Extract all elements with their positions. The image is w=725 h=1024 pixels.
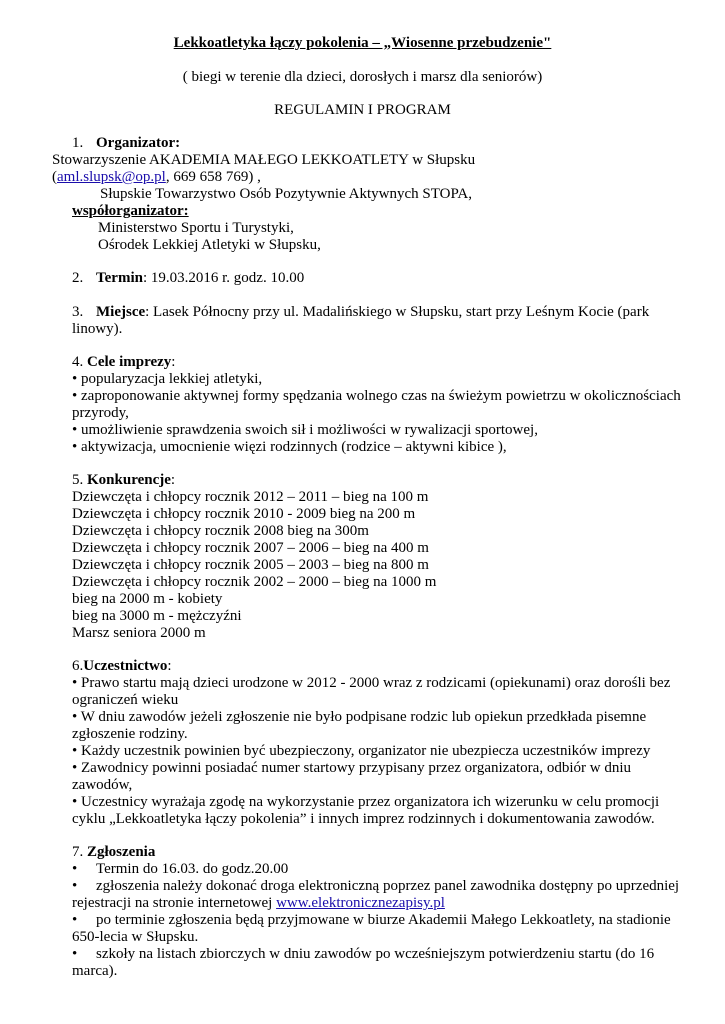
section-1-number: 1. — [72, 135, 84, 151]
bullet-icon: • — [72, 912, 78, 928]
bullet-icon: • — [72, 946, 78, 962]
document-title: Lekkoatletyka łączy pokolenia – „Wiosenne przebudzenie" — [173, 35, 552, 51]
bullet-icon: • — [72, 861, 78, 877]
section-1-label: Organizator: — [96, 135, 181, 151]
registration-website-link[interactable]: www.elektronicznezapisy.pl — [276, 895, 445, 911]
section-4-label: Cele imprezy — [87, 354, 172, 370]
list-item: po terminie zgłoszenia będą przyjmowane w biurze Akademii Małego Lekkoatlety, na stadionie — [96, 912, 671, 928]
list-item: Dziewczęta i chłopcy rocznik 2005 – 2003 – bieg na 800 m — [72, 557, 429, 573]
section-6-label: Uczestnictwo — [83, 658, 168, 674]
list-item: cyklu „Lekkoatletyka łączy pokolenia” i innych imprez rodzinnych i dokumentowania zawodów. — [72, 811, 655, 827]
list-item: Dziewczęta i chłopcy rocznik 2007 – 2006 – bieg na 400 m — [72, 540, 429, 556]
list-item: • Każdy uczestnik powinien być ubezpieczony, organizator nie ubezpiecza uczestników imprezy — [72, 743, 651, 759]
organizer-contact: (aml.slupsk@op.pl, 669 658 769) , — [52, 169, 261, 185]
list-item: bieg na 3000 m - mężczyźni — [72, 608, 242, 624]
section-7-label: Zgłoszenia — [87, 844, 156, 860]
list-item: zawodów, — [72, 777, 133, 793]
list-item: • W dniu zawodów jeżeli zgłoszenie nie było podpisane rodzic lub opiekun przedkłada pisemne — [72, 709, 647, 725]
list-item: • Uczestnicy wyrażaja zgodę na wykorzystanie przez organizatora ich wizerunku w celu promocji — [72, 794, 660, 810]
section-2-label: Termin — [96, 270, 143, 286]
document-subtitle: ( biegi w terenie dla dzieci, dorosłych i marsz dla seniorów) — [182, 69, 543, 85]
section-2-line: Termin: 19.03.2016 r. godz. 10.00 — [96, 270, 305, 286]
section-6-heading: 6.Uczestnictwo: — [72, 658, 172, 674]
list-item: Marsz seniora 2000 m — [72, 625, 206, 641]
section-3-line: Miejsce: Lasek Północny przy ul. Madalińskiego w Słupsku, start przy Leśnym Kocie (park — [96, 304, 650, 320]
list-item: bieg na 2000 m - kobiety — [72, 591, 223, 607]
list-item: • aktywizacja, umocnienie więzi rodzinnych (rodzice – aktywni kibice ), — [72, 439, 507, 455]
organizer-email-link[interactable]: aml.slupsk@op.pl — [57, 169, 166, 185]
list-item: przyrody, — [72, 405, 129, 421]
list-item: Dziewczęta i chłopcy rocznik 2008 bieg na 300m — [72, 523, 369, 539]
co-organizer-1: Ministerstwo Sportu i Turystyki, — [98, 220, 294, 236]
list-item: Termin do 16.03. do godz.20.00 — [96, 861, 289, 877]
section-5-label: Konkurencje — [87, 472, 171, 488]
section-2-number: 2. — [72, 270, 84, 286]
list-item: ograniczeń wieku — [72, 692, 179, 708]
list-item: Dziewczęta i chłopcy rocznik 2010 - 2009 bieg na 200 m — [72, 506, 416, 522]
organizer-second: Słupskie Towarzystwo Osób Pozytywnie Aktywnych STOPA, — [100, 186, 473, 202]
list-item-continued: marca). — [72, 963, 118, 979]
section-3-number: 3. — [72, 304, 84, 320]
section-5-heading: 5. Konkurencje: — [72, 472, 176, 488]
section-4-heading: 4. Cele imprezy: — [72, 354, 176, 370]
section-7-heading: 7. Zgłoszenia — [72, 844, 156, 860]
co-organizer-label: współorganizator: — [72, 203, 189, 219]
organizer-name: Stowarzyszenie AKADEMIA MAŁEGO LEKKOATLETY w Słupsku — [52, 152, 476, 168]
document-heading: REGULAMIN I PROGRAM — [274, 102, 451, 118]
bullet-icon: • — [72, 878, 78, 894]
list-item: Dziewczęta i chłopcy rocznik 2002 – 2000 – bieg na 1000 m — [72, 574, 437, 590]
list-item: • zaproponowanie aktywnej formy spędzania wolnego czas na świeżym powietrzu w okolicznościach — [72, 388, 681, 404]
list-item: • umożliwienie sprawdzenia swoich sił i możliwości w rywalizacji sportowej, — [72, 422, 538, 438]
list-item-continued: rejestracji na stronie internetowej www.elektronicznezapisy.pl — [72, 895, 445, 911]
section-3-label: Miejsce — [96, 304, 146, 320]
list-item-continued: 650-lecia w Słupsku. — [72, 929, 199, 945]
section-3-line-2: linowy). — [72, 321, 123, 337]
list-item: szkoły na listach zbiorczych w dniu zawodów po wcześniejszym potwierdzeniu startu (do 16 — [96, 946, 655, 962]
co-organizer-2: Ośrodek Lekkiej Atletyki w Słupsku, — [98, 237, 321, 253]
list-item: zgłoszenie rodziny. — [72, 726, 188, 742]
list-item: • Prawo startu mają dzieci urodzone w 2012 - 2000 wraz z rodzicami (opiekunami) oraz dorośli bez — [72, 675, 671, 691]
list-item: • Zawodnicy powinni posiadać numer startowy przypisany przez organizatora, odbiór w dniu — [72, 760, 631, 776]
list-item: zgłoszenia należy dokonać droga elektroniczną poprzez panel zawodnika dostępny po uprzedniej — [96, 878, 680, 894]
list-item: Dziewczęta i chłopcy rocznik 2012 – 2011 – bieg na 100 m — [72, 489, 429, 505]
list-item: • popularyzacja lekkiej atletyki, — [72, 371, 263, 387]
